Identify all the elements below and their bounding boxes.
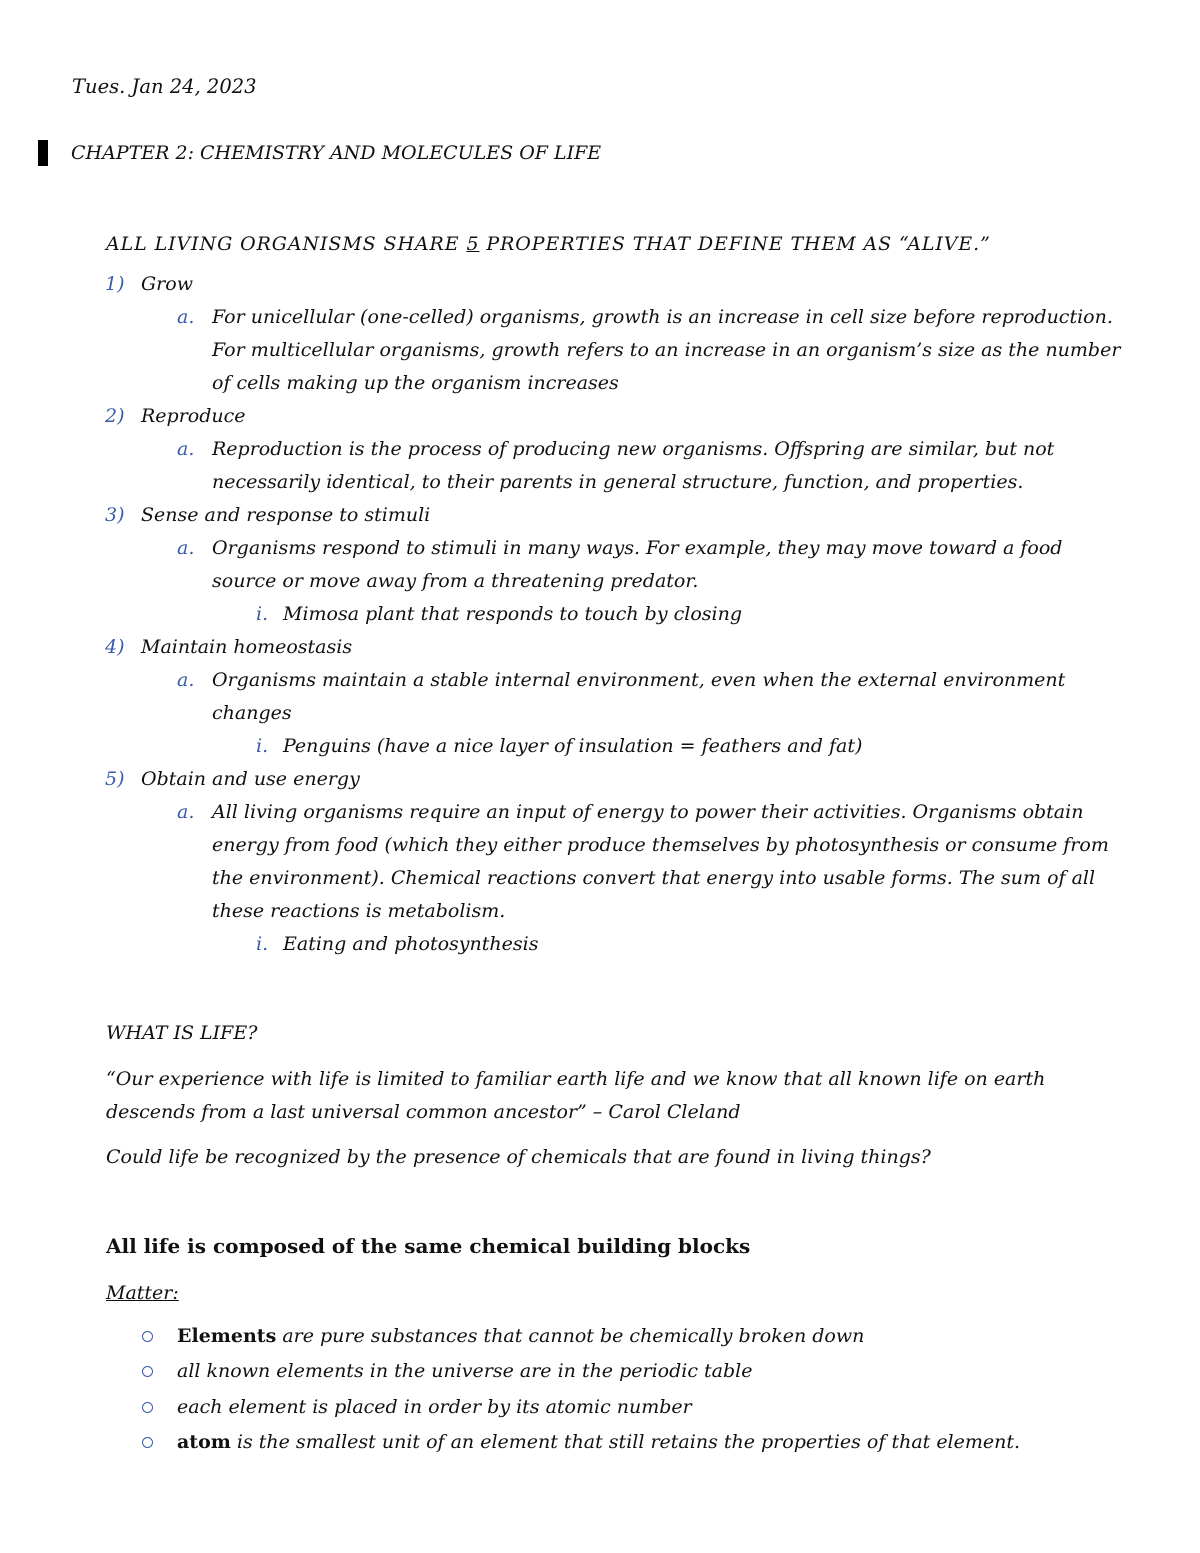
property-example: Penguins (have a nice layer of insulation = feathers and fat) xyxy=(283,735,863,757)
property-detail-line: changes xyxy=(212,702,292,724)
property-example: Mimosa plant that responds to touch by closing xyxy=(283,603,742,625)
property-example: Eating and photosynthesis xyxy=(283,933,539,955)
list-number: 5) xyxy=(105,768,125,790)
building-blocks-heading: All life is composed of the same chemical building blocks xyxy=(106,1234,751,1258)
sub-marker: a. xyxy=(177,438,195,460)
property-title: Sense and response to stimuli xyxy=(141,504,431,526)
bullet-text: each element is placed in order by its atomic number xyxy=(177,1396,692,1418)
property-detail-line: For unicellular (one-celled) organisms, growth is an increase in cell size before reproduction. xyxy=(212,306,1113,328)
bullet-text: all known elements in the universe are in the periodic table xyxy=(177,1360,753,1382)
property-detail-line: Organisms maintain a stable internal environment, even when the external environment xyxy=(212,669,1066,691)
property-detail-line: the environment). Chemical reactions convert that energy into usable forms. The sum of all xyxy=(212,867,1096,889)
property-detail-line: necessarily identical, to their parents in general structure, function, and properties. xyxy=(212,471,1024,493)
property-detail-line: Organisms respond to stimuli in many ways. For example, they may move toward a food xyxy=(212,537,1063,559)
property-title: Obtain and use energy xyxy=(141,768,360,790)
property-title: Reproduce xyxy=(141,405,246,427)
quote-line: “Our experience with life is limited to familiar earth life and we know that all known life on earth xyxy=(106,1068,1046,1090)
property-detail-line: All living organisms require an input of energy to power their activities. Organisms obtain xyxy=(212,801,1084,823)
bullet-text: is the smallest unit of an element that still retains the properties of that element. xyxy=(230,1431,1021,1453)
list-number: 1) xyxy=(105,273,125,295)
example-marker: i. xyxy=(256,933,269,955)
sub-marker: a. xyxy=(177,669,195,691)
circle-bullet-icon xyxy=(142,1366,153,1377)
property-detail-line: of cells making up the organism increases xyxy=(212,372,619,394)
properties-heading-number: 5 xyxy=(466,233,480,255)
property-detail-line: source or move away from a threatening predator. xyxy=(212,570,699,592)
circle-bullet-icon xyxy=(142,1402,153,1413)
properties-heading xyxy=(106,228,991,261)
example-marker: i. xyxy=(256,603,269,625)
property-detail-line: Reproduction is the process of producing new organisms. Offspring are similar, but not xyxy=(212,438,1055,460)
bullet-item xyxy=(177,1320,864,1353)
bullet-item xyxy=(177,1426,1020,1459)
chapter-title: CHAPTER 2: CHEMISTRY AND MOLECULES OF LIFE xyxy=(71,142,602,164)
list-number: 4) xyxy=(105,636,125,658)
circle-bullet-icon xyxy=(142,1331,153,1342)
date: Tues. Jan 24, 2023 xyxy=(72,75,257,98)
bullet-item xyxy=(177,1391,692,1424)
chapter-bar-marker xyxy=(38,140,48,166)
question-line: Could life be recognized by the presence of chemicals that are found in living things? xyxy=(106,1146,931,1168)
properties-heading-after: PROPERTIES THAT DEFINE THEM AS “ALIVE.” xyxy=(479,233,991,255)
matter-label: Matter: xyxy=(106,1282,179,1304)
bullet-term: Elements xyxy=(177,1325,277,1347)
property-detail-line: For multicellular organisms, growth refers to an increase in an organism’s size as the number xyxy=(212,339,1121,361)
list-number: 3) xyxy=(105,504,125,526)
property-title: Grow xyxy=(141,273,193,295)
what-is-life-heading: WHAT IS LIFE? xyxy=(106,1022,258,1044)
circle-bullet-icon xyxy=(142,1437,153,1448)
bullet-item xyxy=(177,1355,752,1388)
sub-marker: a. xyxy=(177,306,195,328)
quote-line: descends from a last universal common ancestor” – Carol Cleland xyxy=(106,1101,741,1123)
sub-marker: a. xyxy=(177,537,195,559)
bullet-text: are pure substances that cannot be chemically broken down xyxy=(276,1325,865,1347)
property-detail-line: these reactions is metabolism. xyxy=(212,900,506,922)
bullet-term: atom xyxy=(177,1431,231,1453)
property-title: Maintain homeostasis xyxy=(141,636,353,658)
property-detail-line: energy from food (which they either produce themselves by photosynthesis or consume from xyxy=(212,834,1109,856)
example-marker: i. xyxy=(256,735,269,757)
properties-heading-before: ALL LIVING ORGANISMS SHARE xyxy=(106,233,467,255)
sub-marker: a. xyxy=(177,801,195,823)
list-number: 2) xyxy=(105,405,125,427)
